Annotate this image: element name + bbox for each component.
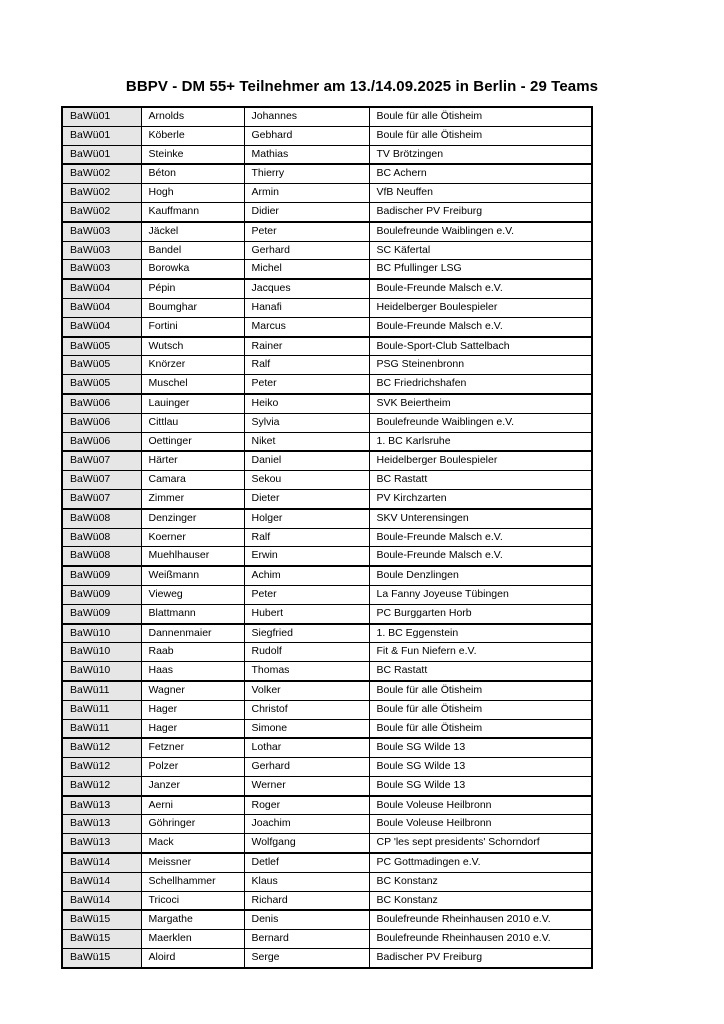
last-name-cell: Kauffmann <box>141 202 244 221</box>
club-cell: CP 'les sept presidents' Schorndorf <box>369 834 592 853</box>
last-name-cell: Oettinger <box>141 432 244 451</box>
team-cell: BaWü12 <box>62 738 141 757</box>
last-name-cell: Margathe <box>141 910 244 929</box>
club-cell: Boulefreunde Rheinhausen 2010 e.V. <box>369 930 592 949</box>
club-cell: Badischer PV Freiburg <box>369 202 592 221</box>
team-cell: BaWü15 <box>62 910 141 929</box>
last-name-cell: Haas <box>141 662 244 681</box>
table-row <box>62 566 592 585</box>
table-row <box>62 451 592 470</box>
team-cell: BaWü06 <box>62 413 141 432</box>
team-cell: BaWü03 <box>62 241 141 260</box>
table-row <box>62 872 592 891</box>
club-cell: BC Rastatt <box>369 471 592 490</box>
last-name-cell: Hager <box>141 700 244 719</box>
table-row <box>62 413 592 432</box>
club-cell: 1. BC Karlsruhe <box>369 432 592 451</box>
table-row <box>62 317 592 336</box>
first-name-cell: Peter <box>244 375 369 394</box>
table-row <box>62 796 592 815</box>
club-cell: Boule-Freunde Malsch e.V. <box>369 317 592 336</box>
first-name-cell: Peter <box>244 222 369 241</box>
club-cell: Boulefreunde Waiblingen e.V. <box>369 413 592 432</box>
table-row <box>62 815 592 834</box>
last-name-cell: Béton <box>141 164 244 183</box>
last-name-cell: Köberle <box>141 126 244 145</box>
last-name-cell: Göhringer <box>141 815 244 834</box>
club-cell: BC Pfullinger LSG <box>369 260 592 279</box>
last-name-cell: Camara <box>141 471 244 490</box>
first-name-cell: Klaus <box>244 872 369 891</box>
table-row <box>62 489 592 508</box>
last-name-cell: Bandel <box>141 241 244 260</box>
last-name-cell: Dannenmaier <box>141 624 244 643</box>
club-cell: BC Friedrichshafen <box>369 375 592 394</box>
club-cell: SVK Beiertheim <box>369 394 592 413</box>
first-name-cell: Michel <box>244 260 369 279</box>
first-name-cell: Johannes <box>244 107 369 126</box>
team-cell: BaWü04 <box>62 279 141 298</box>
table-row <box>62 509 592 528</box>
last-name-cell: Wagner <box>141 681 244 700</box>
first-name-cell: Detlef <box>244 853 369 872</box>
first-name-cell: Ralf <box>244 356 369 375</box>
table-row <box>62 126 592 145</box>
team-cell: BaWü08 <box>62 547 141 566</box>
first-name-cell: Serge <box>244 949 369 968</box>
club-cell: PV Kirchzarten <box>369 489 592 508</box>
first-name-cell: Sekou <box>244 471 369 490</box>
first-name-cell: Gerhard <box>244 241 369 260</box>
table-row <box>62 298 592 317</box>
table-row <box>62 949 592 968</box>
first-name-cell: Sylvia <box>244 413 369 432</box>
team-cell: BaWü11 <box>62 681 141 700</box>
first-name-cell: Wolfgang <box>244 834 369 853</box>
table-row <box>62 891 592 910</box>
first-name-cell: Simone <box>244 719 369 738</box>
club-cell: Boulefreunde Rheinhausen 2010 e.V. <box>369 910 592 929</box>
team-cell: BaWü10 <box>62 643 141 662</box>
team-cell: BaWü07 <box>62 471 141 490</box>
team-cell: BaWü15 <box>62 930 141 949</box>
last-name-cell: Steinke <box>141 145 244 164</box>
last-name-cell: Knörzer <box>141 356 244 375</box>
club-cell: Boule für alle Ötisheim <box>369 126 592 145</box>
club-cell: VfB Neuffen <box>369 184 592 203</box>
club-cell: Boule für alle Ötisheim <box>369 719 592 738</box>
first-name-cell: Gerhard <box>244 758 369 777</box>
club-cell: La Fanny Joyeuse Tübingen <box>369 585 592 604</box>
first-name-cell: Dieter <box>244 489 369 508</box>
first-name-cell: Denis <box>244 910 369 929</box>
first-name-cell: Werner <box>244 776 369 795</box>
team-cell: BaWü15 <box>62 949 141 968</box>
first-name-cell: Daniel <box>244 451 369 470</box>
team-cell: BaWü02 <box>62 164 141 183</box>
first-name-cell: Mathias <box>244 145 369 164</box>
first-name-cell: Rainer <box>244 337 369 356</box>
club-cell: Boule SG Wilde 13 <box>369 776 592 795</box>
team-cell: BaWü07 <box>62 451 141 470</box>
first-name-cell: Joachim <box>244 815 369 834</box>
team-cell: BaWü08 <box>62 509 141 528</box>
team-cell: BaWü05 <box>62 337 141 356</box>
last-name-cell: Polzer <box>141 758 244 777</box>
team-cell: BaWü02 <box>62 202 141 221</box>
table-row <box>62 930 592 949</box>
last-name-cell: Borowka <box>141 260 244 279</box>
first-name-cell: Rudolf <box>244 643 369 662</box>
first-name-cell: Thierry <box>244 164 369 183</box>
team-cell: BaWü13 <box>62 796 141 815</box>
table-row <box>62 719 592 738</box>
team-cell: BaWü03 <box>62 222 141 241</box>
first-name-cell: Hanafi <box>244 298 369 317</box>
table-row <box>62 585 592 604</box>
table-row <box>62 776 592 795</box>
club-cell: Boule für alle Ötisheim <box>369 700 592 719</box>
table-row <box>62 681 592 700</box>
last-name-cell: Lauinger <box>141 394 244 413</box>
page-title: BBPV - DM 55+ Teilnehmer am 13./14.09.2025 in Berlin - 29 Teams <box>125 78 599 95</box>
table-row <box>62 758 592 777</box>
first-name-cell: Christof <box>244 700 369 719</box>
last-name-cell: Aerni <box>141 796 244 815</box>
table-row <box>62 356 592 375</box>
first-name-cell: Lothar <box>244 738 369 757</box>
team-cell: BaWü09 <box>62 566 141 585</box>
club-cell: PSG Steinenbronn <box>369 356 592 375</box>
team-cell: BaWü08 <box>62 528 141 547</box>
table-row <box>62 624 592 643</box>
table-row <box>62 643 592 662</box>
team-cell: BaWü07 <box>62 489 141 508</box>
last-name-cell: Muschel <box>141 375 244 394</box>
table-row <box>62 375 592 394</box>
team-cell: BaWü06 <box>62 432 141 451</box>
club-cell: Boulefreunde Waiblingen e.V. <box>369 222 592 241</box>
last-name-cell: Janzer <box>141 776 244 795</box>
team-cell: BaWü13 <box>62 815 141 834</box>
first-name-cell: Jacques <box>244 279 369 298</box>
last-name-cell: Mack <box>141 834 244 853</box>
club-cell: Boule-Freunde Malsch e.V. <box>369 528 592 547</box>
table-row <box>62 222 592 241</box>
last-name-cell: Aloird <box>141 949 244 968</box>
club-cell: Boule SG Wilde 13 <box>369 758 592 777</box>
team-cell: BaWü02 <box>62 184 141 203</box>
club-cell: Boule Voleuse Heilbronn <box>369 815 592 834</box>
first-name-cell: Hubert <box>244 604 369 623</box>
club-cell: Boule SG Wilde 13 <box>369 738 592 757</box>
last-name-cell: Koerner <box>141 528 244 547</box>
last-name-cell: Zimmer <box>141 489 244 508</box>
club-cell: Boule für alle Ötisheim <box>369 107 592 126</box>
first-name-cell: Peter <box>244 585 369 604</box>
club-cell: Boule für alle Ötisheim <box>369 681 592 700</box>
table-row <box>62 279 592 298</box>
first-name-cell: Didier <box>244 202 369 221</box>
first-name-cell: Erwin <box>244 547 369 566</box>
last-name-cell: Härter <box>141 451 244 470</box>
first-name-cell: Niket <box>244 432 369 451</box>
first-name-cell: Thomas <box>244 662 369 681</box>
club-cell: Badischer PV Freiburg <box>369 949 592 968</box>
team-cell: BaWü09 <box>62 585 141 604</box>
last-name-cell: Schellhammer <box>141 872 244 891</box>
table-row <box>62 394 592 413</box>
first-name-cell: Armin <box>244 184 369 203</box>
last-name-cell: Pépin <box>141 279 244 298</box>
club-cell: TV Brötzingen <box>369 145 592 164</box>
team-cell: BaWü09 <box>62 604 141 623</box>
club-cell: BC Rastatt <box>369 662 592 681</box>
team-cell: BaWü11 <box>62 719 141 738</box>
team-cell: BaWü10 <box>62 662 141 681</box>
table-row <box>62 662 592 681</box>
club-cell: BC Konstanz <box>369 872 592 891</box>
last-name-cell: Maerklen <box>141 930 244 949</box>
club-cell: Boule-Freunde Malsch e.V. <box>369 279 592 298</box>
first-name-cell: Ralf <box>244 528 369 547</box>
team-cell: BaWü10 <box>62 624 141 643</box>
last-name-cell: Fortini <box>141 317 244 336</box>
first-name-cell: Achim <box>244 566 369 585</box>
club-cell: Boule Denzlingen <box>369 566 592 585</box>
table-row <box>62 700 592 719</box>
team-cell: BaWü05 <box>62 375 141 394</box>
table-row <box>62 853 592 872</box>
team-cell: BaWü12 <box>62 776 141 795</box>
first-name-cell: Siegfried <box>244 624 369 643</box>
first-name-cell: Roger <box>244 796 369 815</box>
last-name-cell: Jäckel <box>141 222 244 241</box>
first-name-cell: Marcus <box>244 317 369 336</box>
team-cell: BaWü06 <box>62 394 141 413</box>
first-name-cell: Bernard <box>244 930 369 949</box>
table-row <box>62 834 592 853</box>
participants-table <box>61 106 593 969</box>
last-name-cell: Hogh <box>141 184 244 203</box>
club-cell: PC Gottmadingen e.V. <box>369 853 592 872</box>
first-name-cell: Holger <box>244 509 369 528</box>
last-name-cell: Blattmann <box>141 604 244 623</box>
table-row <box>62 432 592 451</box>
first-name-cell: Richard <box>244 891 369 910</box>
club-cell: SC Käfertal <box>369 241 592 260</box>
table-row <box>62 337 592 356</box>
last-name-cell: Denzinger <box>141 509 244 528</box>
club-cell: SKV Unterensingen <box>369 509 592 528</box>
table-row <box>62 164 592 183</box>
last-name-cell: Boumghar <box>141 298 244 317</box>
last-name-cell: Meissner <box>141 853 244 872</box>
participants-table-body <box>62 107 592 968</box>
last-name-cell: Weißmann <box>141 566 244 585</box>
team-cell: BaWü03 <box>62 260 141 279</box>
team-cell: BaWü14 <box>62 853 141 872</box>
last-name-cell: Fetzner <box>141 738 244 757</box>
table-row <box>62 107 592 126</box>
club-cell: Fit & Fun Niefern e.V. <box>369 643 592 662</box>
team-cell: BaWü05 <box>62 356 141 375</box>
table-row <box>62 528 592 547</box>
team-cell: BaWü01 <box>62 126 141 145</box>
last-name-cell: Tricoci <box>141 891 244 910</box>
club-cell: Boule Voleuse Heilbronn <box>369 796 592 815</box>
table-row <box>62 738 592 757</box>
club-cell: Boule-Sport-Club Sattelbach <box>369 337 592 356</box>
first-name-cell: Heiko <box>244 394 369 413</box>
club-cell: PC Burggarten Horb <box>369 604 592 623</box>
table-row <box>62 471 592 490</box>
team-cell: BaWü14 <box>62 891 141 910</box>
last-name-cell: Wutsch <box>141 337 244 356</box>
club-cell: Heidelberger Boulespieler <box>369 298 592 317</box>
table-row <box>62 260 592 279</box>
first-name-cell: Volker <box>244 681 369 700</box>
table-row <box>62 145 592 164</box>
table-row <box>62 547 592 566</box>
last-name-cell: Raab <box>141 643 244 662</box>
team-cell: BaWü14 <box>62 872 141 891</box>
table-row <box>62 604 592 623</box>
table-row <box>62 910 592 929</box>
club-cell: 1. BC Eggenstein <box>369 624 592 643</box>
last-name-cell: Cittlau <box>141 413 244 432</box>
table-row <box>62 202 592 221</box>
team-cell: BaWü01 <box>62 145 141 164</box>
team-cell: BaWü01 <box>62 107 141 126</box>
last-name-cell: Muehlhauser <box>141 547 244 566</box>
last-name-cell: Arnolds <box>141 107 244 126</box>
club-cell: BC Konstanz <box>369 891 592 910</box>
last-name-cell: Hager <box>141 719 244 738</box>
table-row <box>62 241 592 260</box>
club-cell: BC Achern <box>369 164 592 183</box>
first-name-cell: Gebhard <box>244 126 369 145</box>
last-name-cell: Vieweg <box>141 585 244 604</box>
team-cell: BaWü11 <box>62 700 141 719</box>
team-cell: BaWü12 <box>62 758 141 777</box>
club-cell: Heidelberger Boulespieler <box>369 451 592 470</box>
club-cell: Boule-Freunde Malsch e.V. <box>369 547 592 566</box>
team-cell: BaWü04 <box>62 298 141 317</box>
team-cell: BaWü04 <box>62 317 141 336</box>
table-row <box>62 184 592 203</box>
team-cell: BaWü13 <box>62 834 141 853</box>
